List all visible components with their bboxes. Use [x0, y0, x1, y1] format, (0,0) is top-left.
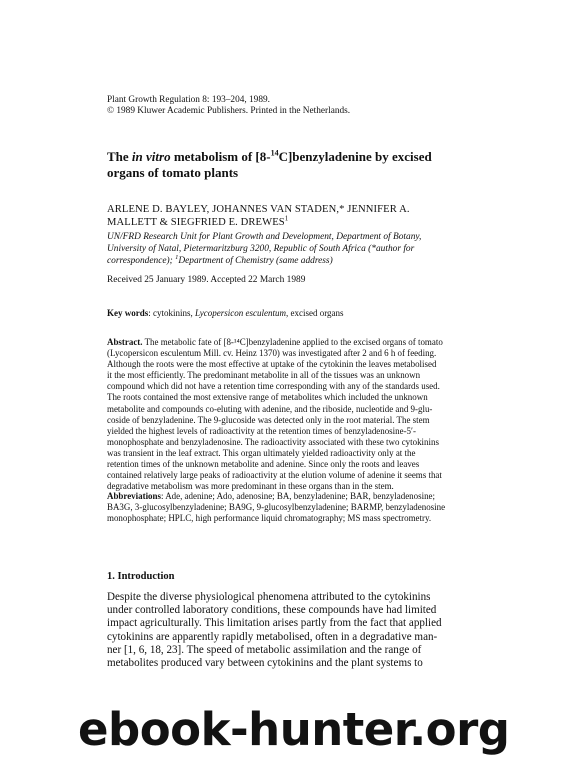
keywords-italic: Lycopersicon esculentum [195, 308, 286, 318]
abstract-label: Abstract. [107, 337, 143, 347]
intro-line: metabolites produced vary between cytokinins and the plant systems to [107, 657, 423, 670]
journal-line: Plant Growth Regulation 8: 193–204, 1989. [107, 95, 270, 105]
article-title [107, 149, 527, 181]
affiliation-footnote-mark: 1 [175, 253, 179, 261]
abstract-line: monophosphate and benzyladenosine. The radioactivity associated with these two cytokinins [107, 436, 439, 447]
abstract-line: The roots contained the most extensive range of metabolites which included the unknown [107, 392, 428, 403]
keywords-text: : cytokinins, [148, 308, 195, 318]
received-dates: Received 25 January 1989. Accepted 22 March 1989 [107, 275, 306, 285]
copyright-line: © 1989 Kluwer Academic Publishers. Printed in the Netherlands. [107, 106, 351, 116]
abstract-line: The metabolic fate of [8-¹⁴C]benzyladenine applied to the excised organs of tomato [142, 337, 443, 347]
author-line: ARLENE D. BAYLEY, JOHANNES VAN STADEN,* JENNIFER A. [107, 204, 410, 215]
affiliation-line: correspondence); [107, 256, 176, 266]
affiliation-line: UN/FRD Research Unit for Plant Growth and Development, Department of Botany, [107, 232, 422, 242]
abbreviations-line: BA3G, 3-glucosylbenzyladenine; BA9G, 9-glucosylbenzyladenine; BARMP, benzyladenosine [107, 502, 446, 513]
intro-line: under controlled laboratory conditions, these compounds have had limited [107, 604, 437, 617]
abbreviations [107, 491, 527, 524]
introduction-body [107, 591, 527, 670]
title-superscript: 14 [270, 148, 279, 158]
abbreviations-label: Abbreviations [107, 491, 161, 501]
title-italic: in vitro [131, 149, 171, 164]
author-line: MALLETT & SIEGFRIED E. DREWES [107, 217, 285, 228]
watermark-text: ebook-hunter.org [78, 703, 510, 756]
abbreviations-line: monophosphate; HPLC, high performance liquid chromatography; MS mass spectrometry. [107, 513, 432, 524]
keywords-text: , excised organs [285, 308, 344, 318]
author-list [107, 203, 527, 229]
abstract-line: Although the roots were the most effective at uptake of the cytokinin the leaves metabolised [107, 359, 437, 370]
keywords [107, 307, 527, 319]
affiliation [107, 231, 527, 267]
title-text: The [107, 149, 132, 164]
abbreviations-line: : Ade, adenine; Ado, adenosine; BA, benzyladenine; BAR, benzyladenosine; [160, 491, 435, 501]
abstract-line: contained relatively large peaks of radioactivity at the elution volume of adenine it seems that [107, 470, 442, 481]
abstract-line: (Lycopersicon esculentum Mill. cv. Heinz 1370) was investigated after 2 and 6 h of feeding. [107, 348, 437, 359]
abstract-line: metabolite and compounds co-eluting with adenine, and the riboside, nucleotide and 9-glu- [107, 403, 433, 414]
section-heading: 1. Introduction [107, 571, 175, 582]
abstract-line: it the most efficiently. The predominant metabolite in all of the tissues was an unknown [107, 370, 421, 381]
author-footnote-mark: 1 [284, 214, 289, 223]
intro-line: Despite the diverse physiological phenomena attributed to the cytokinins [107, 591, 431, 603]
affiliation-line: University of Natal, Pietermaritzburg 3200, Republic of South Africa (*author for [107, 244, 415, 254]
abstract-line: retention times of the unknown metabolite and adenine. Since only the roots and leaves [107, 459, 420, 470]
abstract-line: yielded the highest levels of radioactivity at the retention times of benzyladenosine-5′- [107, 425, 416, 436]
abstract-line: was transient in the leaf extract. This organ ultimately yielded radioactivity only at the [107, 447, 416, 458]
intro-line: ner [1, 6, 18, 23]. The speed of metabolic assimilation and the range of [107, 643, 422, 656]
abstract [107, 337, 527, 492]
affiliation-line: Department of Chemistry (same address) [178, 256, 333, 266]
title-text: C]benzyladenine by excised [278, 149, 432, 164]
intro-line: impact agriculturally. This limitation arises partly from the fact that applied [107, 617, 442, 630]
abstract-line: compound which did not have a retention time corresponding with any of the standards used. [107, 381, 440, 392]
intro-line: cytokinins are apparently rapidly metabolised, often in a degradative man- [107, 630, 438, 643]
title-text: metabolism of [8- [170, 149, 271, 164]
journal-citation [107, 95, 527, 117]
abstract-line: coside of benzyladenine. The 9-glucoside was detected only in the root material. The stem [107, 414, 430, 425]
title-line-2: organs of tomato plants [107, 165, 239, 180]
abstract-line: degradative metabolism was more predominant in these organs than in the stem. [107, 481, 394, 492]
keywords-label: Key words [107, 308, 149, 318]
